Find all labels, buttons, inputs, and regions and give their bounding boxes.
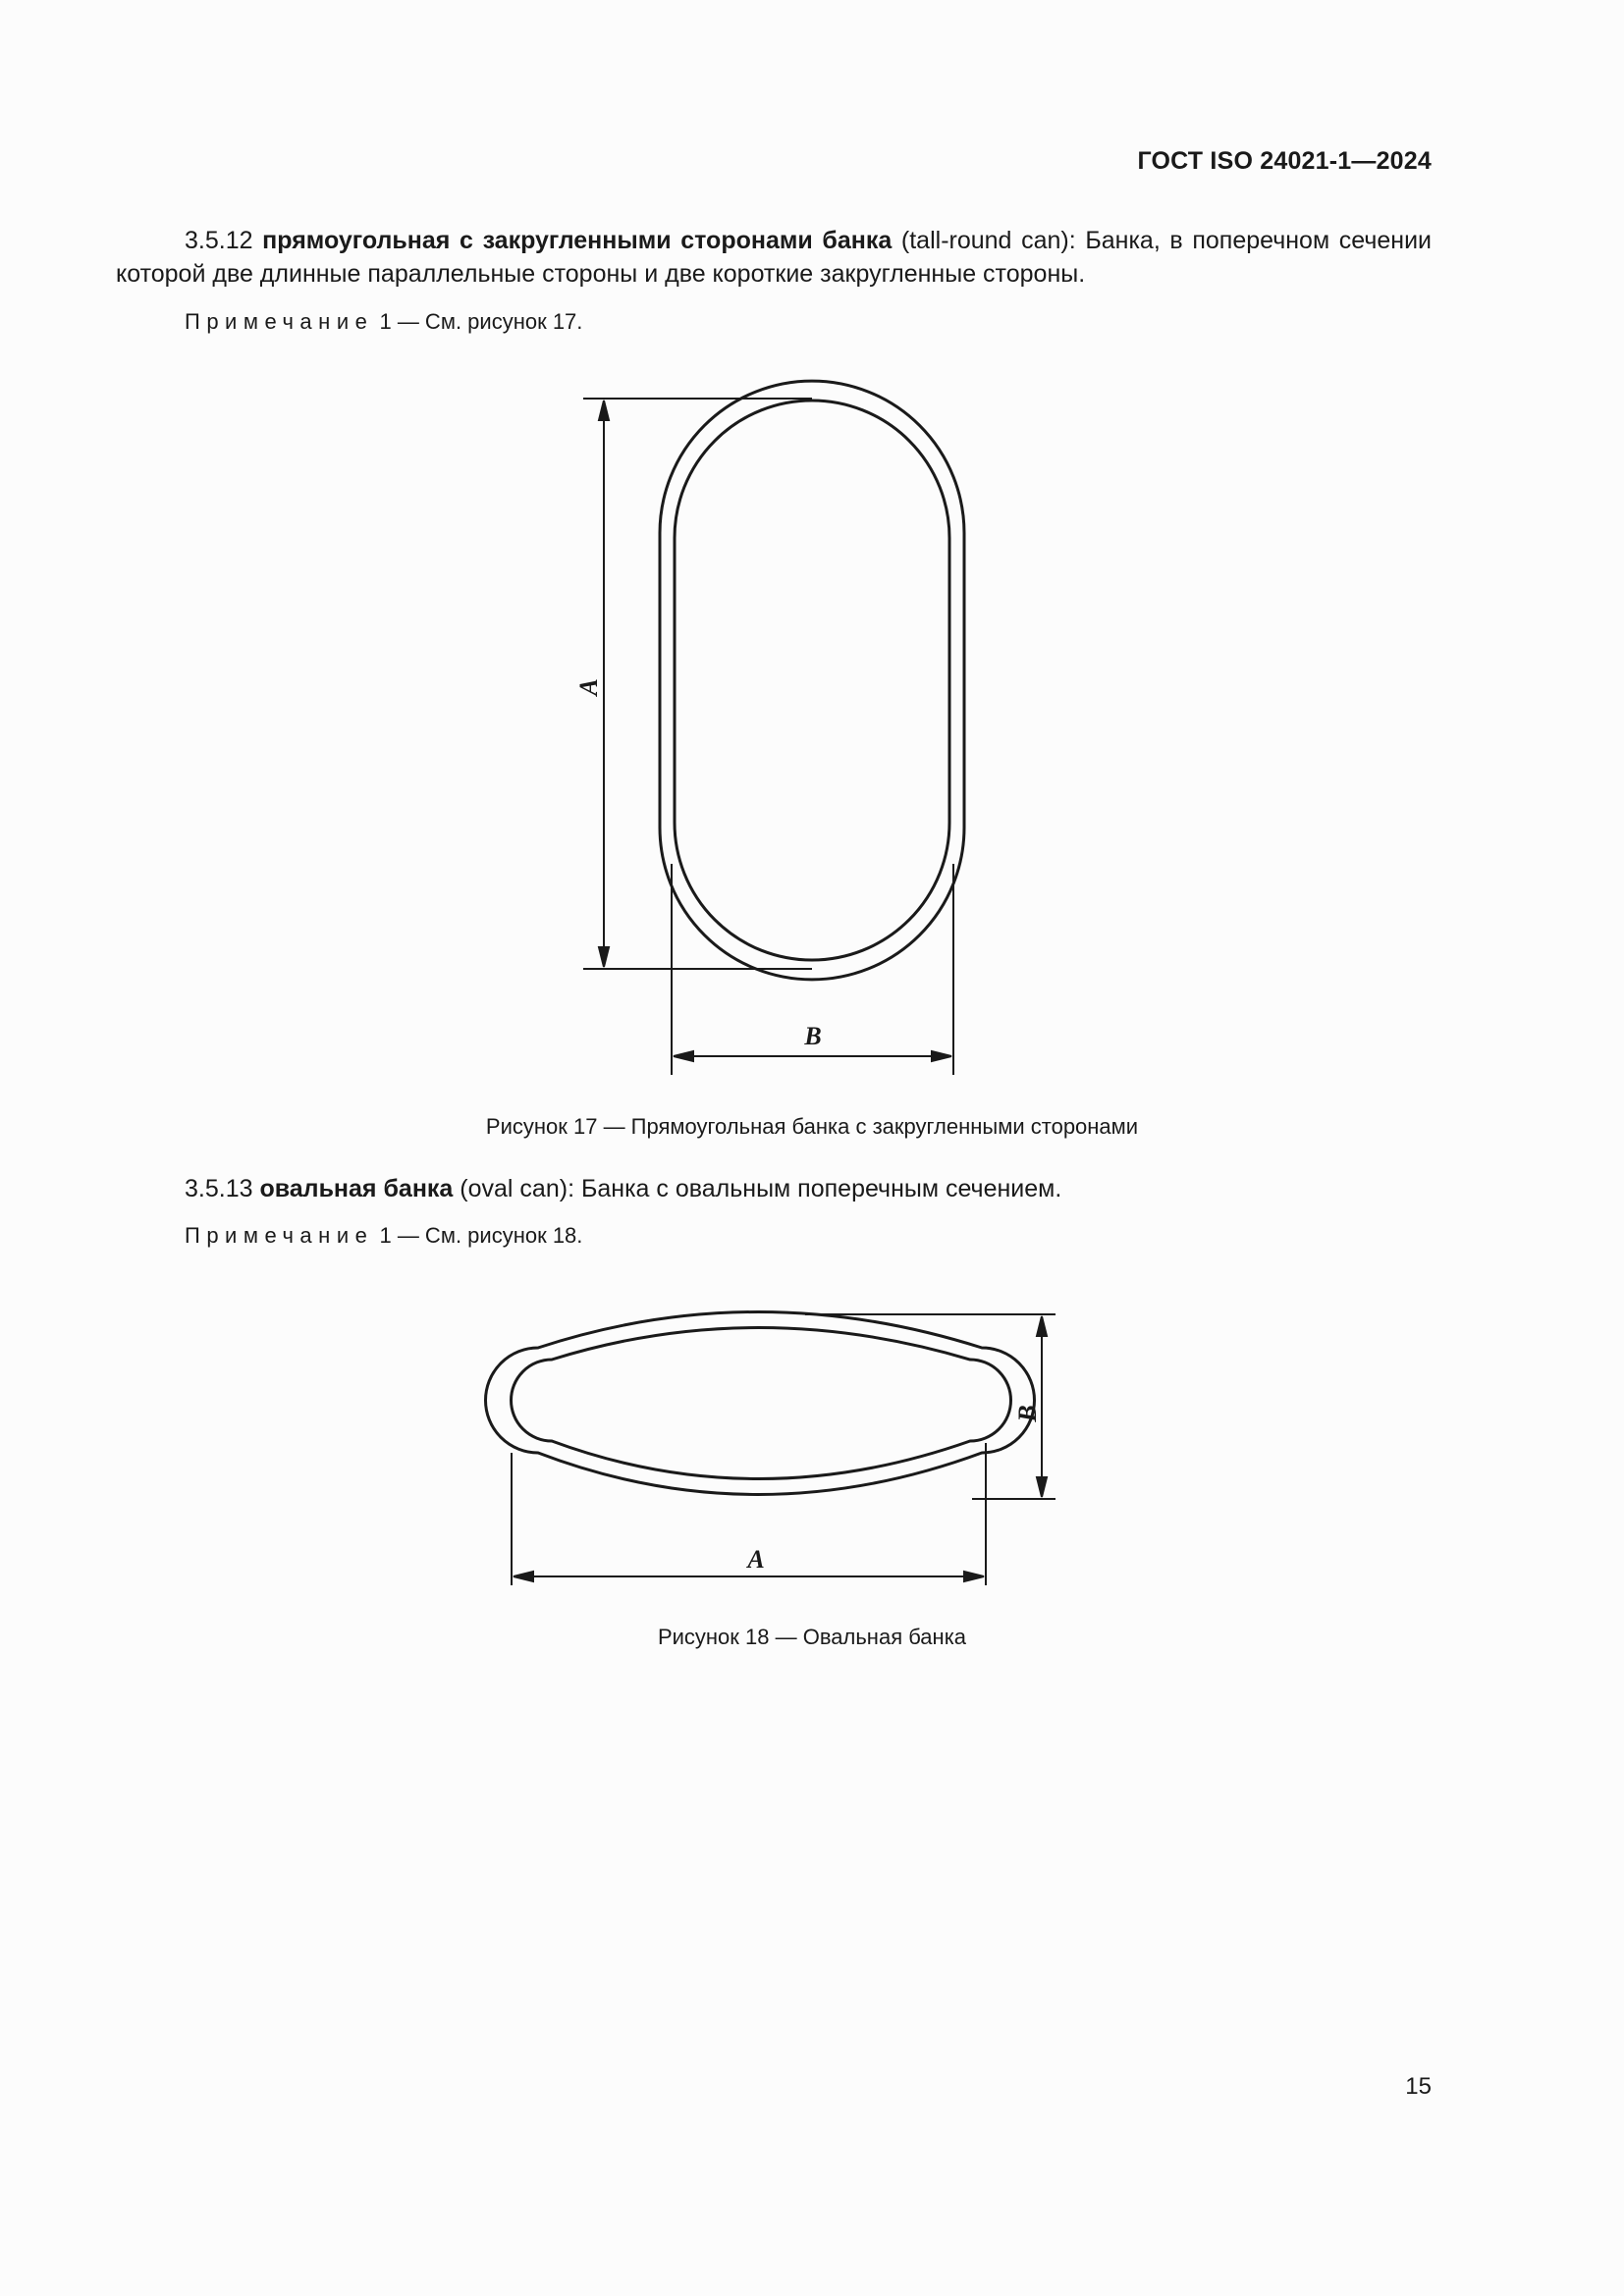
arrowhead xyxy=(514,1572,533,1581)
term-definition-text: : Банка с овальным поперечным сечением. xyxy=(568,1175,1062,1202)
term-english: (oval can) xyxy=(460,1175,568,1202)
figure-18-caption: Рисунок 18 — Овальная банка xyxy=(657,1625,967,1649)
outer-contour xyxy=(486,1312,1035,1495)
note-label: Примечание xyxy=(185,309,374,334)
term-name: овальная банка xyxy=(259,1175,454,1202)
term-definition-text: : Банка, в поперечном сечении которой две длинные параллельные стороны и две короткие закругленные стороны. xyxy=(116,227,1433,288)
term-number: 3.5.13 xyxy=(185,1175,253,1202)
dimension-label-b: B xyxy=(1013,1405,1042,1422)
arrowhead xyxy=(1037,1477,1047,1497)
term-number: 3.5.12 xyxy=(185,227,253,254)
document-header: ГОСТ ISO 24021-1—2024 xyxy=(1137,147,1432,175)
dimension-label-a: A xyxy=(747,1545,765,1574)
term-name: прямоугольная с закругленными сторонами банка xyxy=(262,227,893,254)
term-english: (tall-round can) xyxy=(900,227,1069,254)
arrowhead xyxy=(1037,1316,1047,1336)
arrowhead xyxy=(964,1572,984,1581)
dimension-label-b: B xyxy=(804,1022,822,1050)
figure-17-caption: Рисунок 17 — Прямоугольная банка с закругленными сторонами xyxy=(485,1114,1139,1139)
page-number: 15 xyxy=(1405,2073,1432,2100)
note-text: 1 — См. рисунок 18. xyxy=(379,1223,583,1248)
dimension-label-a: A xyxy=(574,678,603,696)
note-label: Примечание xyxy=(185,1223,374,1248)
inner-contour xyxy=(512,1328,1011,1479)
note-text: 1 — См. рисунок 17. xyxy=(379,309,583,334)
